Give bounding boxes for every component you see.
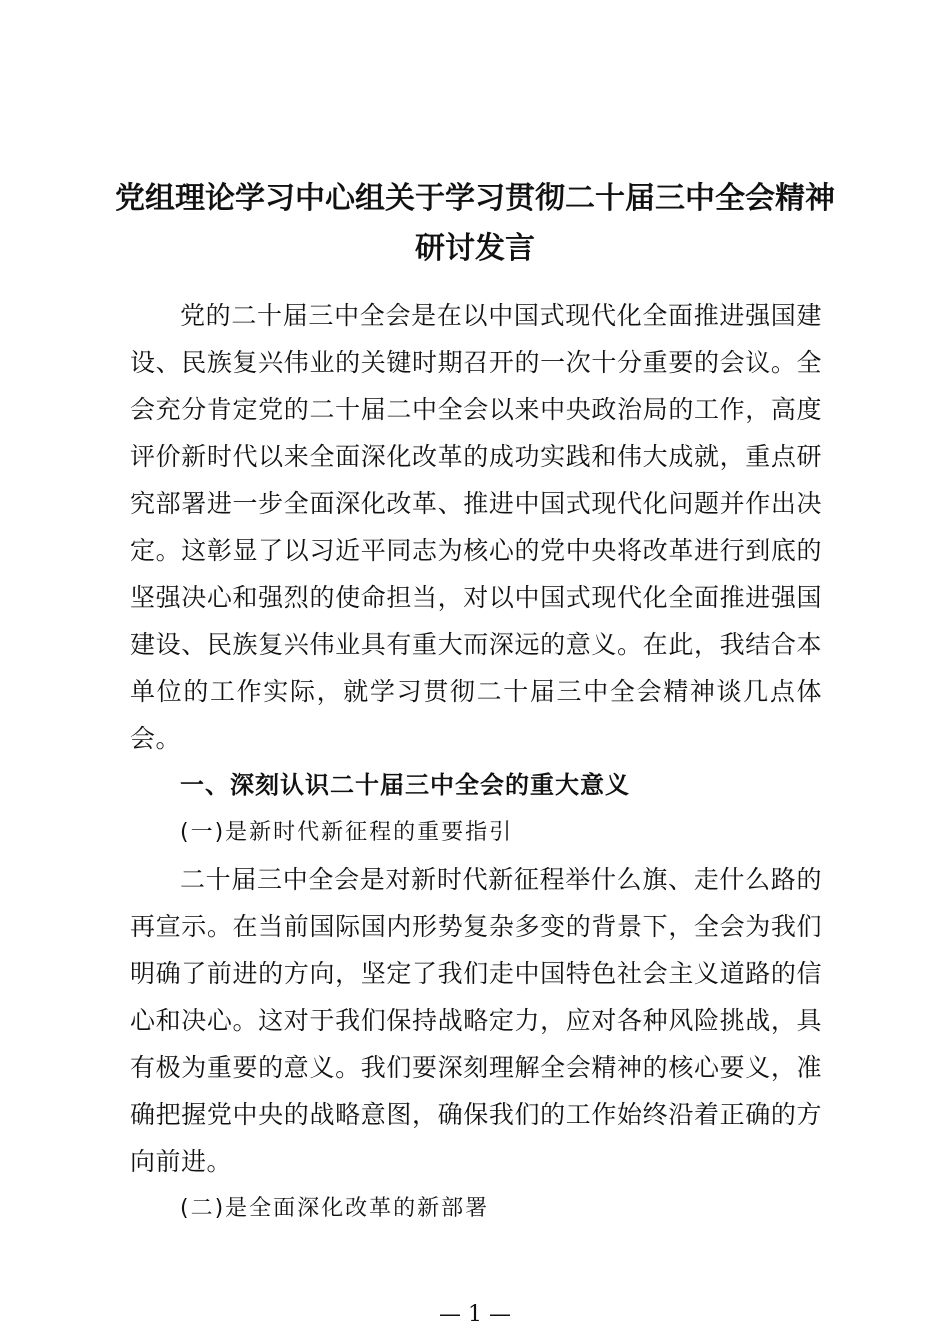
subsection-heading-2: (二)是全面深化改革的新部署	[180, 1196, 490, 1221]
subsection-heading-1: (一)是新时代新征程的重要指引	[180, 820, 514, 845]
intro-paragraph: 党的二十届三中全会是在以中国式现代化全面推进强国建设、民族复兴伟业的关键时期召开的一次十分重要的会议。全会充分肯定党的二十届二中全会以来中央政治局的工作，高度评价新时代以来全面深化改革的成功实践和伟大成就，重点研究部署进一步全面深化改革、推进中国式现代化问题并作出决定。这彰显了以习近平同志为核心的党中央将改革进行到底的坚强决心和强烈的使命担当，对以中国式现代化全面推进强国建设、民族复兴伟业具有重大而深远的意义。在此，我结合本单位的工作实际，就学习贯彻二十届三中全会精神谈几点体会。	[130, 301, 822, 753]
document-title-line-2: 研讨发言	[415, 231, 535, 266]
document-title-line-1: 党组理论学习中心组关于学习贯彻二十届三中全会精神	[115, 181, 835, 216]
section-heading-1: 一、深刻认识二十届三中全会的重大意义	[180, 771, 630, 799]
page-number: — 1 —	[439, 1302, 511, 1327]
document-body	[130, 292, 822, 1232]
subsection-1-paragraph: 二十届三中全会是对新时代新征程举什么旗、走什么路的再宣示。在当前国际国内形势复杂多变的背景下，全会为我们明确了前进的方向，坚定了我们走中国特色社会主义道路的信心和决心。这对于我们保持战略定力，应对各种风险挑战，具有极为重要的意义。我们要深刻理解全会精神的核心要义，准确把握党中央的战略意图，确保我们的工作始终沿着正确的方向前进。	[130, 865, 822, 1176]
